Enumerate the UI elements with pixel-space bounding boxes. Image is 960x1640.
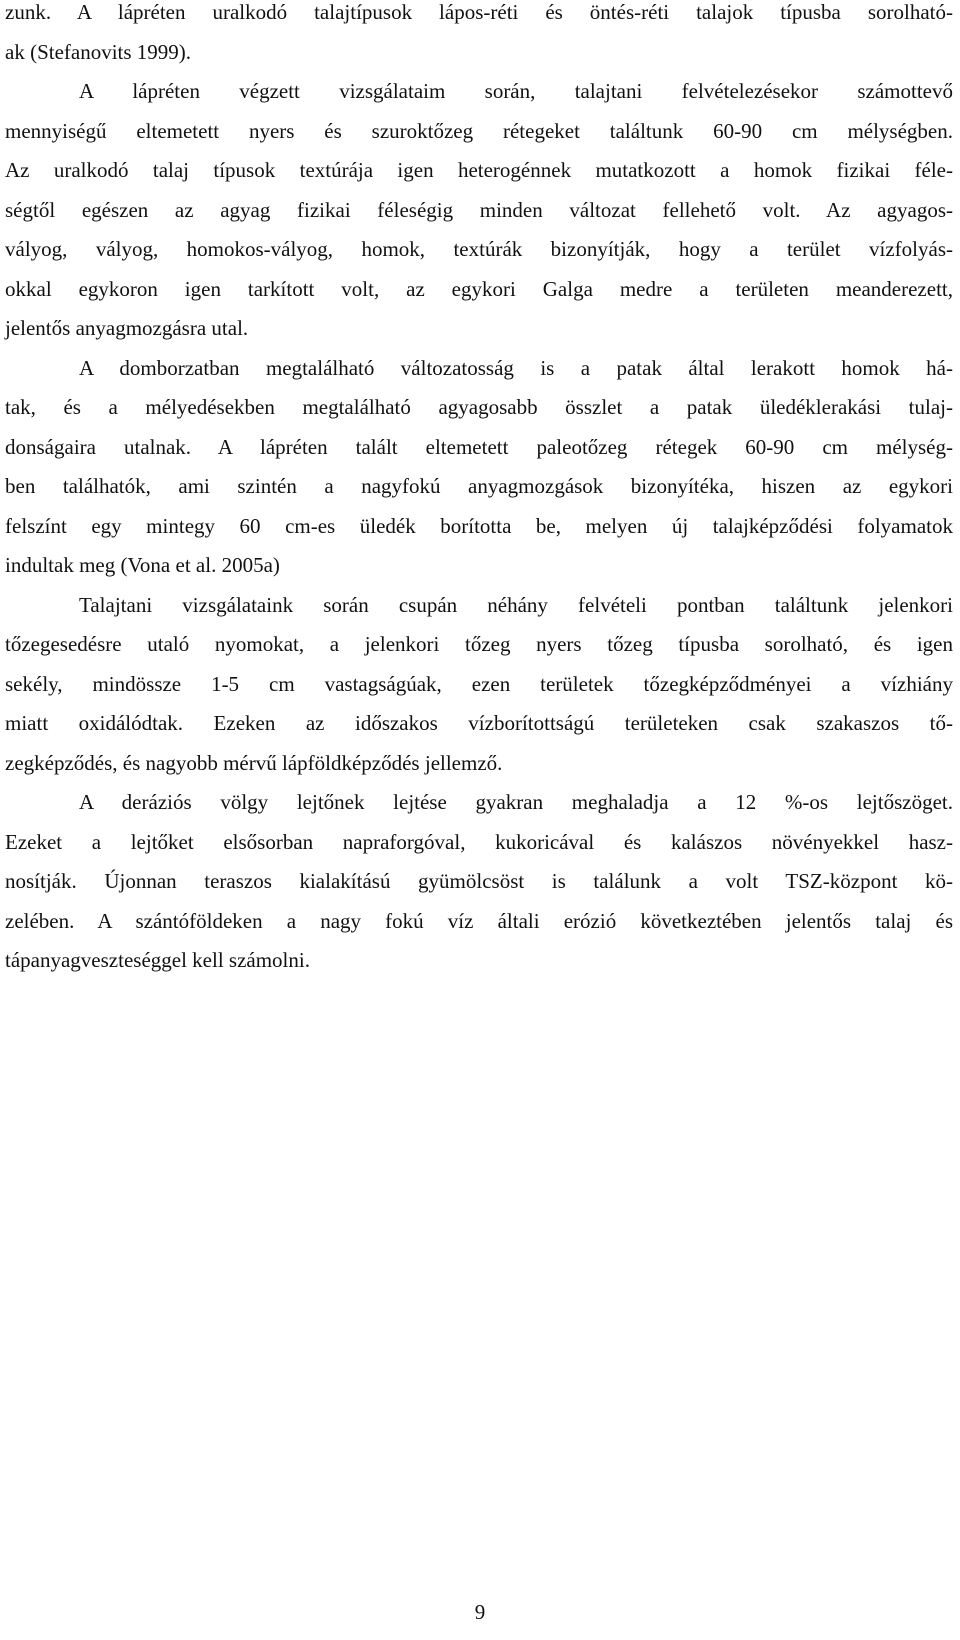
text-line: Ezeket a lejtőket elsősorban napraforgóval, kukoricával és kalászos növényekkel hasz-	[5, 829, 953, 854]
text-line: tápanyagveszteséggel kell számolni.	[5, 948, 310, 972]
text-line: zelében. A szántóföldeken a nagy fokú víz általi erózió következtében jelentős talaj és	[5, 908, 953, 933]
text-line: vályog, vályog, homokos-vályog, homok, textúrák bizonyítják, hogy a terület vízfolyás-	[5, 237, 953, 261]
text-line: sekély, mindössze 1-5 cm vastagságúak, ezen területek tőzegképződményei a vízhiány	[5, 671, 953, 696]
text-line: Az uralkodó talaj típusok textúrája igen heterogénnek mutatkozott a homok fizikai féle-	[5, 158, 953, 182]
text-line: okkal egykoron igen tarkított volt, az egykori Galga medre a területen meanderezett,	[5, 276, 953, 301]
text-line: A domborzatban megtalálható változatosság is a patak által lerakott homok há-	[79, 355, 953, 380]
text-line: tak, és a mélyedésekben megtalálható agyagosabb összlet a patak üledéklerakási tulaj-	[5, 395, 953, 419]
text-line: tőzegesedésre utaló nyomokat, a jelenkori tőzeg nyers tőzeg típusba sorolható, és igen	[5, 632, 953, 656]
text-line: nosítják. Újonnan teraszos kialakítású gyümölcsöst is találunk a volt TSZ-központ kö-	[5, 869, 953, 893]
text-line: ak (Stefanovits 1999).	[5, 39, 192, 64]
text-line: indultak meg (Vona et al. 2005a)	[5, 553, 280, 577]
text-line: zegképződés, és nagyobb mérvű lápföldképződés jellemző.	[5, 750, 503, 775]
document-body	[5, 0, 953, 988]
text-line: felszínt egy mintegy 60 cm-es üledék borította be, melyen új talajképződési folyamatok	[5, 513, 953, 538]
text-line: zunk. A lápréten uralkodó talajtípusok lápos-réti és öntés-réti talajok típusba sorolható-	[5, 0, 953, 24]
text-line: ségtől egészen az agyag fizikai féleségig minden változat fellehető volt. Az agyagos-	[5, 197, 953, 222]
text-line: miatt oxidálódtak. Ezeken az időszakos vízborítottságú területeken csak szakaszos tő-	[5, 711, 953, 735]
text-line: donságaira utalnak. A lápréten talált eltemetett paleotőzeg rétegek 60-90 cm mélység-	[5, 434, 953, 459]
text-line: ben találhatók, ami szintén a nagyfokú anyagmozgások bizonyítéka, hiszen az egykori	[5, 474, 953, 498]
text-line: jelentős anyagmozgásra utal.	[5, 316, 249, 340]
text-line: A lápréten végzett vizsgálataim során, talajtani felvételezésekor számottevő	[79, 79, 953, 103]
text-line: A deráziós völgy lejtőnek lejtése gyakran meghaladja a 12 %-os lejtőszöget.	[79, 790, 953, 814]
page-number: 9	[474, 1600, 486, 1624]
text-line: mennyiségű eltemetett nyers és szuroktőzeg rétegeket találtunk 60-90 cm mélységben.	[5, 118, 953, 143]
text-line: Talajtani vizsgálataink során csupán néhány felvételi pontban találtunk jelenkori	[79, 592, 953, 617]
